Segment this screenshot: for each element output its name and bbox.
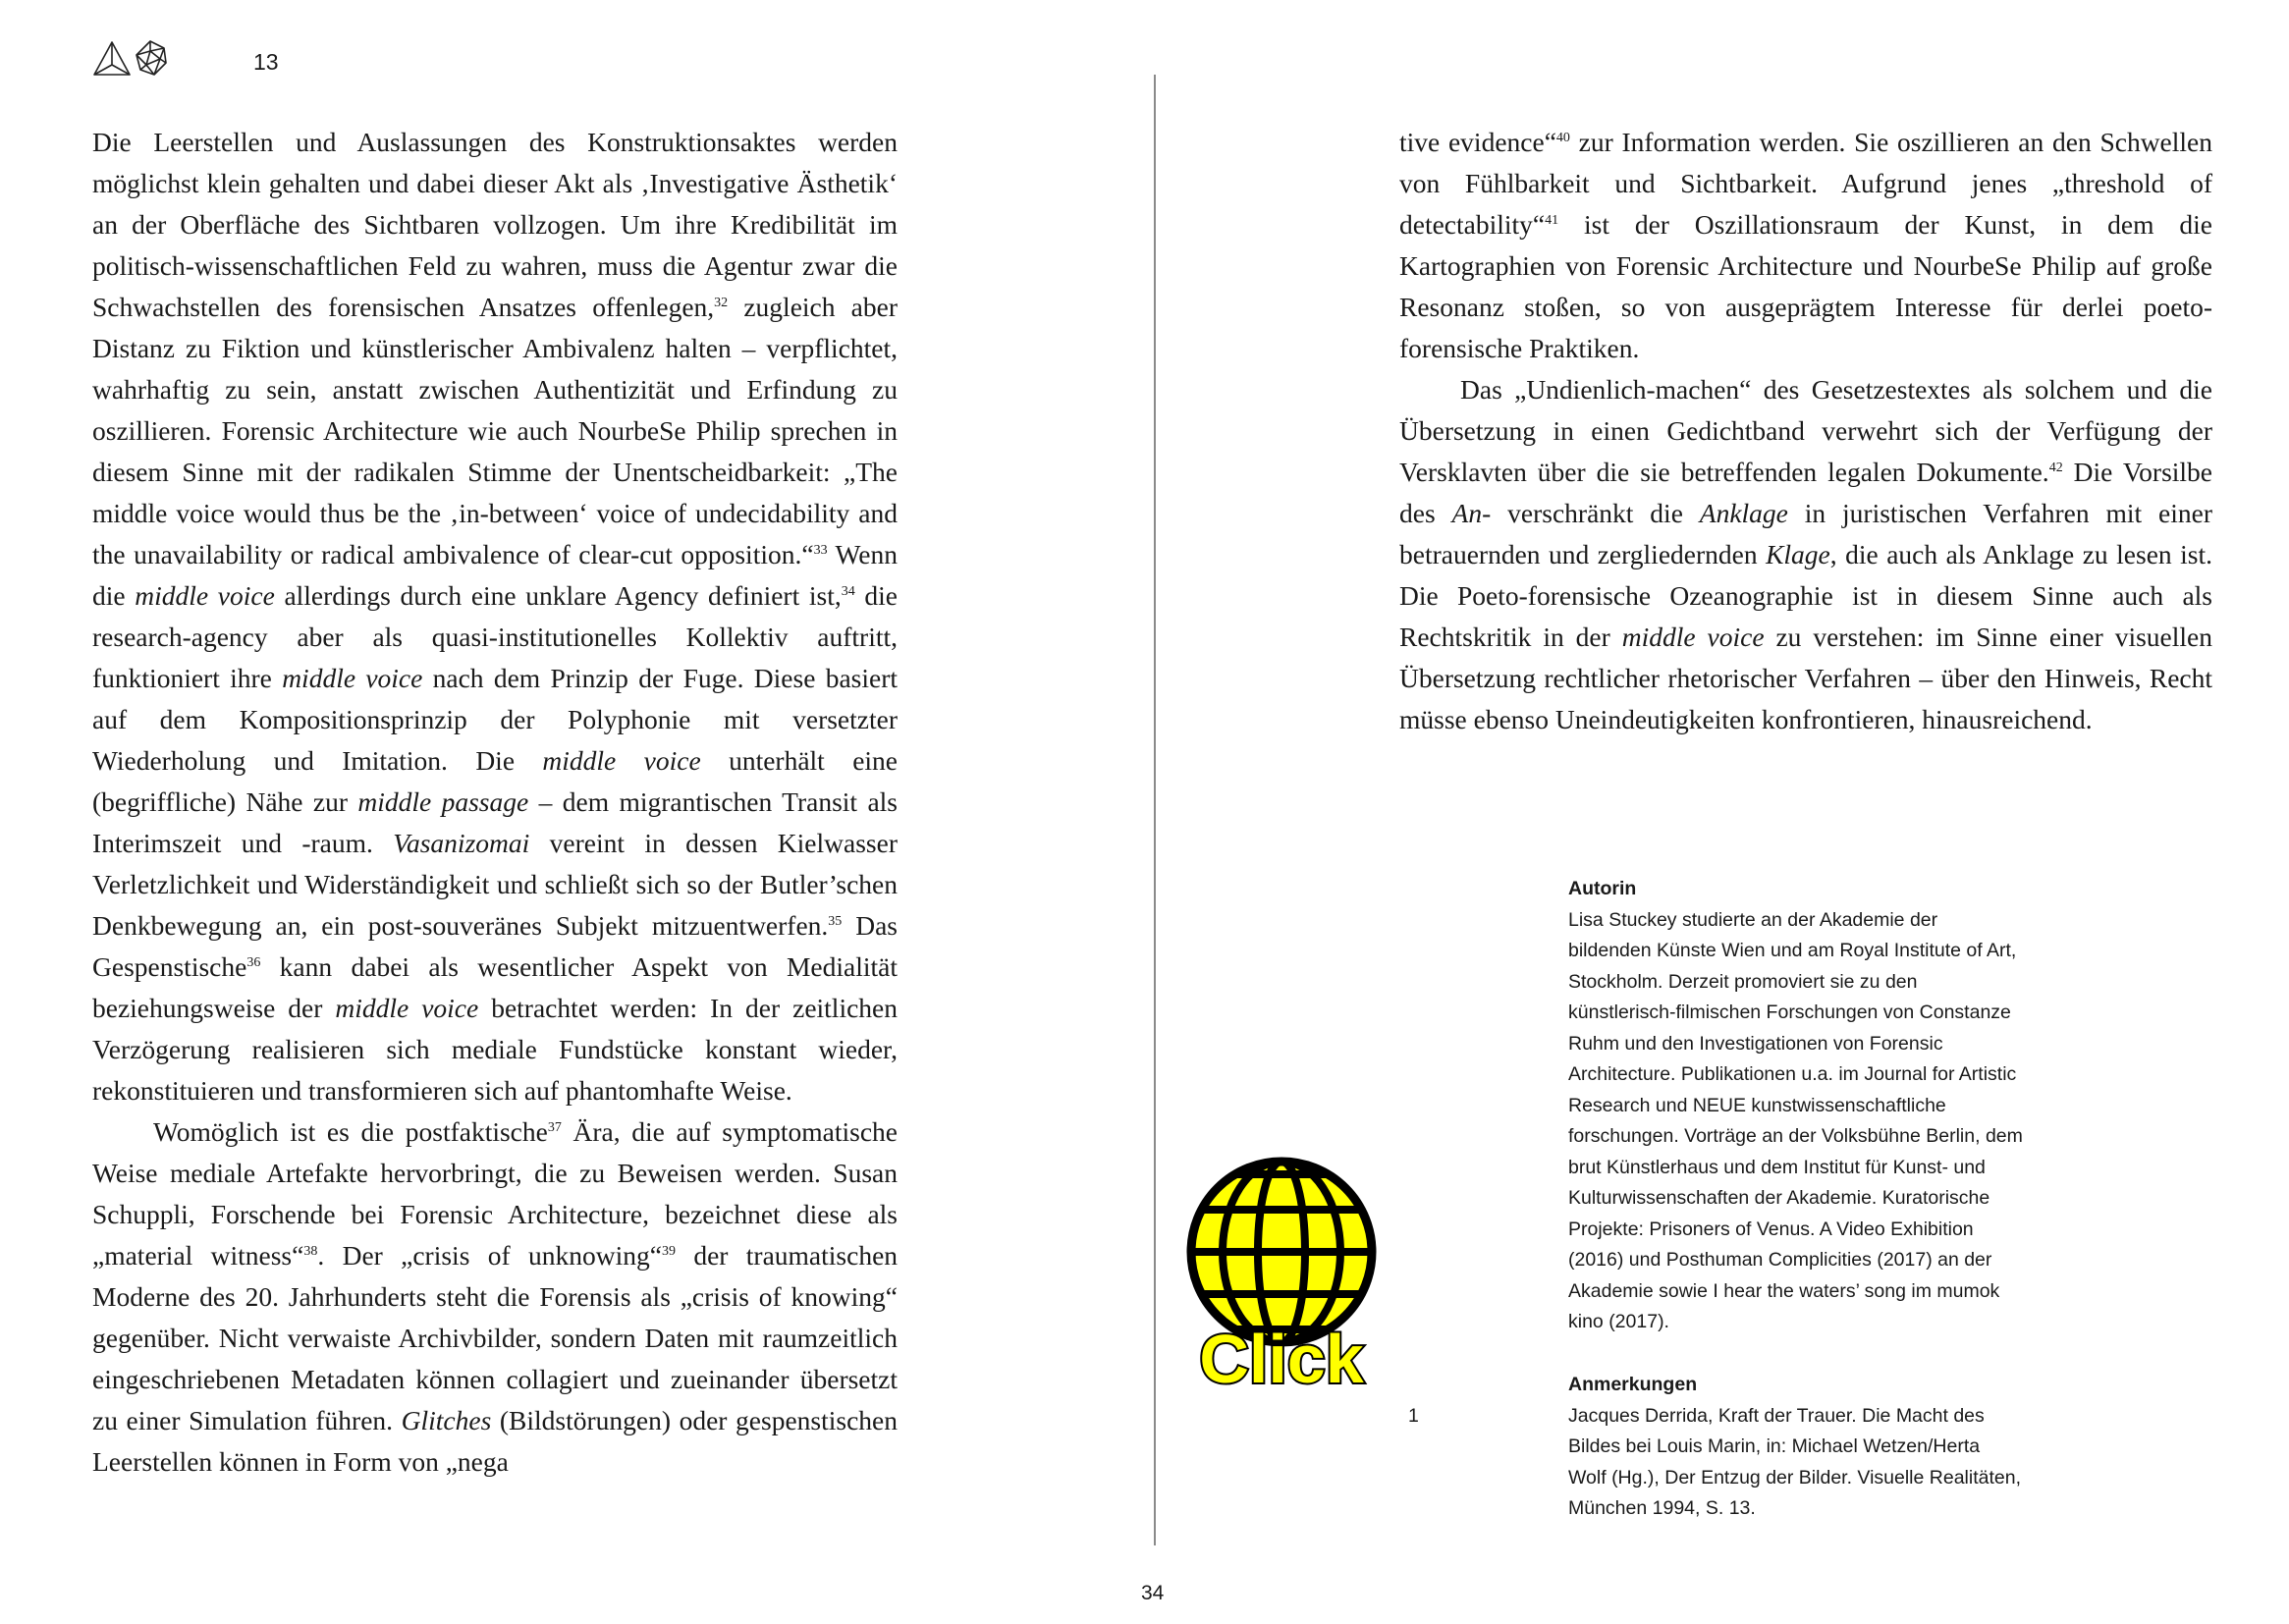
text-line: kino (2017). <box>1568 1311 1669 1332</box>
text-line: Ruhm und den Investigationen von Forensic <box>1568 1032 1943 1055</box>
footnote-ref: 36 <box>246 955 261 970</box>
text-line: Research und NEUE kunstwissenschaftliche <box>1568 1094 1946 1116</box>
footnote-ref: 34 <box>841 584 855 599</box>
text-line: Akademie sowie I hear the waters’ song im mumok <box>1568 1279 2000 1302</box>
footnote-ref: 35 <box>828 914 843 929</box>
text-line: Jacques Derrida, Kraft der Trauer. Die Macht des <box>1568 1404 1985 1427</box>
body-paragraph: Das „Undienlich-machen“ des Gesetzestextes als solchem und die Übersetzung in einen Gedichtband verwehrt sich der Verfügung der Versklavten über die sie betreffenden legalen Dokumente.$^{42}$ Die Vorsilbe des An- verschränkt die Anklage in juristischen Verfahren mit einer betrauernden und zergliedernden Klage, die auch als Anklage zu lesen ist. Die Poeto-forensische Ozeanographie ist in diesem Sinne auch als Rechtskritik in der middle voice zu verstehen: im Sinne einer visuellen Übersetzung rechtlicher rhetorischer Verfahren – über den Hinweis, Recht müsse ebenso Uneindeutigkeiten konfrontieren, hinausreichend. <box>1399 374 2213 734</box>
footnote-ref: 32 <box>714 296 729 310</box>
text-line: bildenden Künste Wien und am Royal Institute of Art, <box>1568 940 2017 961</box>
text-line: brut Künstlerhaus und dem Institut für Kunst- und <box>1568 1156 1986 1178</box>
footnote-ref: 33 <box>813 543 828 558</box>
author-heading: Autorin <box>1568 878 1637 899</box>
page-divider <box>1154 75 1156 1545</box>
notes-lines <box>1568 1401 2079 1525</box>
footnote-ref: 37 <box>547 1120 562 1135</box>
footnote-ref: 42 <box>2048 460 2063 475</box>
body-paragraph: Womöglich ist es die postfaktische$^{37}$ Ära, die auf symptomatische Weise mediale Artefakte hervorbringt, die zu Beweisen werden. Susan Schuppli, Forschende bei Forensic Architecture, bezeichnet diese als „material witness“$^{38}$. Der „crisis of unknowing“$^{39}$ der traumatischen Moderne des 20. Jahrhunderts steht die Forensis als „crisis of knowing“ gegenüber. Nicht verwaiste Archivbilder, sondern Daten mit raumzeitlich eingeschriebenen Metadaten können collagiert und zueinander übersetzt zu einer Simulation führen. Glitches (Bildstörungen) oder gespenstischen Leerstellen können in Form von „nega <box>92 1116 899 1477</box>
footnote-ref: 40 <box>1555 131 1570 145</box>
text-line: forschungen. Vorträge an der Volksbühne Berlin, dem <box>1568 1125 2023 1147</box>
text-line: Stockholm. Derzeit promoviert sie zu den <box>1568 970 1918 993</box>
page-number-left: 13 <box>253 49 279 75</box>
footnote-ref: 39 <box>661 1244 676 1259</box>
text-line: Wolf (Hg.), Der Entzug der Bilder. Visuelle Realitäten, <box>1568 1466 2021 1489</box>
geometric-logo-icon <box>91 37 172 79</box>
click-globe-icon[interactable] <box>1178 1149 1385 1404</box>
text-line: Kulturwissenschaften der Akademie. Kuratorische <box>1568 1187 1990 1209</box>
page-number-footer: 34 <box>1141 1582 1165 1604</box>
author-lines <box>1568 905 2079 1338</box>
text-line: Projekte: Prisoners of Venus. A Video Exhibition <box>1568 1218 1974 1240</box>
notes-heading: Anmerkungen <box>1568 1374 1698 1395</box>
left-body-text <box>92 122 898 1483</box>
click-label[interactable]: Click <box>1199 1321 1364 1397</box>
footnote-ref: 38 <box>303 1244 318 1259</box>
text-line: München 1994, S. 13. <box>1568 1497 1756 1519</box>
note-number: 1 <box>1408 1405 1419 1427</box>
body-paragraph: Die Leerstellen und Auslassungen des Konstruktionsaktes werden möglichst klein gehalten und dabei dieser Akt als ‚Investigative Ästhetik‘ an der Oberfläche des Sichtbaren vollzogen. Um ihre Kredibilität im politisch-wissenschaftlichen Feld zu wahren, muss die Agentur zwar die Schwachstellen des forensischen Ansatzes offenlegen,$^{32}$ zugleich aber Distanz zu Fiktion und künstlerischer Ambivalenz halten – verpflichtet, wahrhaftig zu sein, anstatt zwischen Authentizität und Erfindung zu oszillieren. Forensic Architecture wie auch NourbeSe Philip sprechen in diesem Sinne mit der radikalen Stimme der Unentscheidbarkeit: „The middle voice would thus be the ‚in-between‘ voice of undecidability and the unavailability or radical ambivalence of clear-cut opposition.“$^{33}$ Wenn die middle voice allerdings durch eine unklare Agency definiert ist,$^{34}$ die research-agency aber als quasi-institutionelles Kollektiv auftritt, funktioniert ihre middle voice nach dem Prinzip der Fuge. Diese basiert auf dem Kompositionsprinzip der Polyphonie mit versetzter Wiederholung und Imitation. Die middle voice unterhält eine (begriffliche) Nähe zur middle passage – dem migrantischen Transit als Interimszeit und -raum. Vasanizomai vereint in dessen Kielwasser Verletzlichkeit und Widerständigkeit und schließt sich so der Butler’schen Denkbewegung an, ein post-souveränes Subjekt mitzuentwerfen.$^{35}$ Das Gespenstische$^{36}$ kann dabei als wesentlicher Aspekt von Medialität beziehungsweise der middle voice betrachtet werden: In der zeitlichen Verzögerung realisieren sich mediale Fundstücke konstant wieder, rekonstituieren und transformieren sich auf phantomhafte Weise. <box>92 127 899 1106</box>
body-paragraph: tive evidence“$^{40}$ zur Information werden. Sie oszillieren an den Schwellen von Fühlbarkeit und Sichtbarkeit. Aufgrund jenes „threshold of detectability“$^{41}$ ist der Oszillationsraum der Kunst, in dem die Kartographien von Forensic Architecture und NourbeSe Philip auf große Resonanz stoßen, so von ausgeprägtem Interesse für derlei poeto-forensische Praktiken. <box>1399 127 2212 363</box>
text-line: Lisa Stuckey studierte an der Akademie der <box>1568 908 1938 931</box>
footnote-ref: 41 <box>1545 213 1559 228</box>
text-line: Architecture. Publikationen u.a. im Journal for Artistic <box>1568 1063 2017 1085</box>
notes-section <box>1568 1370 2079 1525</box>
text-line: künstlerisch-filmischen Forschungen von Constanze <box>1568 1001 2011 1023</box>
text-line: (2016) und Posthuman Complicities (2017) an der <box>1568 1249 1992 1271</box>
text-line: Bildes bei Louis Marin, in: Michael Wetzen/Herta <box>1568 1435 1981 1457</box>
author-bio <box>1568 874 2079 1338</box>
right-body-text <box>1399 122 2212 740</box>
